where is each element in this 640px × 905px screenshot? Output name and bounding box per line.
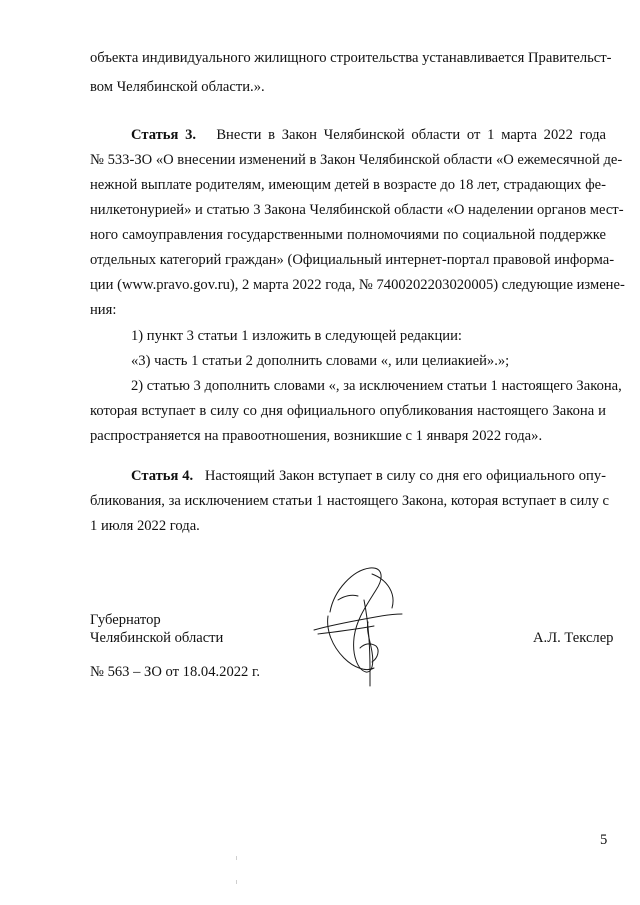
article3-line: нилкетонурией» и статью 3 Закона Челябинской области «О наделении органов мест- bbox=[90, 202, 624, 218]
article4-label: Статья 4. bbox=[131, 468, 194, 484]
article4-first-line-text: Настоящий Закон вступает в силу со дня его официального опу- bbox=[204, 468, 606, 484]
article3-item-1-quote: «3) часть 1 статьи 2 дополнить словами «, или целиакией».»; bbox=[131, 353, 510, 369]
scan-speck bbox=[236, 880, 237, 884]
article4-first-line bbox=[131, 468, 606, 485]
article3-line: ного самоуправления государственными полномочиями по социальной поддержке bbox=[90, 227, 606, 243]
article3-line: № 533-ЗО «О внесении изменений в Закон Челябинской области «О ежемесячной де- bbox=[90, 152, 623, 168]
governor-name: А.Л. Текслер bbox=[533, 630, 614, 646]
scan-speck bbox=[236, 856, 237, 860]
page-number: 5 bbox=[600, 832, 608, 848]
intro-line-2: вом Челябинской области.». bbox=[90, 79, 265, 95]
article3-line: нежной выплате родителям, имеющим детей в возрасте до 18 лет, страдающих фе- bbox=[90, 177, 606, 193]
article3-last-line: ния: bbox=[90, 302, 117, 318]
handwritten-signature bbox=[308, 560, 408, 690]
governor-title-line-1: Губернатор bbox=[90, 612, 161, 628]
article3-first-line bbox=[131, 127, 606, 144]
article3-item-1: 1) пункт 3 статьи 1 изложить в следующей редакции: bbox=[131, 328, 462, 344]
article3-item-2-line-3: распространяется на правоотношения, возникшие с 1 января 2022 года». bbox=[90, 428, 543, 444]
article3-line: отдельных категорий граждан» (Официальный интернет-портал правовой информа- bbox=[90, 252, 615, 268]
article4-line-3: 1 июля 2022 года. bbox=[90, 518, 200, 534]
article3-first-line-text: Внести в Закон Челябинской области от 1 марта 2022 года bbox=[216, 127, 607, 143]
law-number-date: № 563 – ЗО от 18.04.2022 г. bbox=[90, 664, 260, 680]
article3-line: ции (www.pravo.gov.ru), 2 марта 2022 года, № 7400202203020005) следующие измене- bbox=[90, 277, 625, 293]
governor-title-line-2: Челябинской области bbox=[90, 630, 224, 646]
article3-label: Статья 3. bbox=[131, 127, 197, 143]
intro-line-1: объекта индивидуального жилищного строительства устанавливается Правительст- bbox=[90, 50, 612, 66]
article3-item-2-line-1: 2) статью 3 дополнить словами «, за исключением статьи 1 настоящего Закона, bbox=[131, 378, 622, 394]
article4-line-2: бликования, за исключением статьи 1 настоящего Закона, которая вступает в силу с bbox=[90, 493, 610, 509]
article3-item-2-line-2: которая вступает в силу со дня официального опубликования настоящего Закона и bbox=[90, 403, 606, 419]
